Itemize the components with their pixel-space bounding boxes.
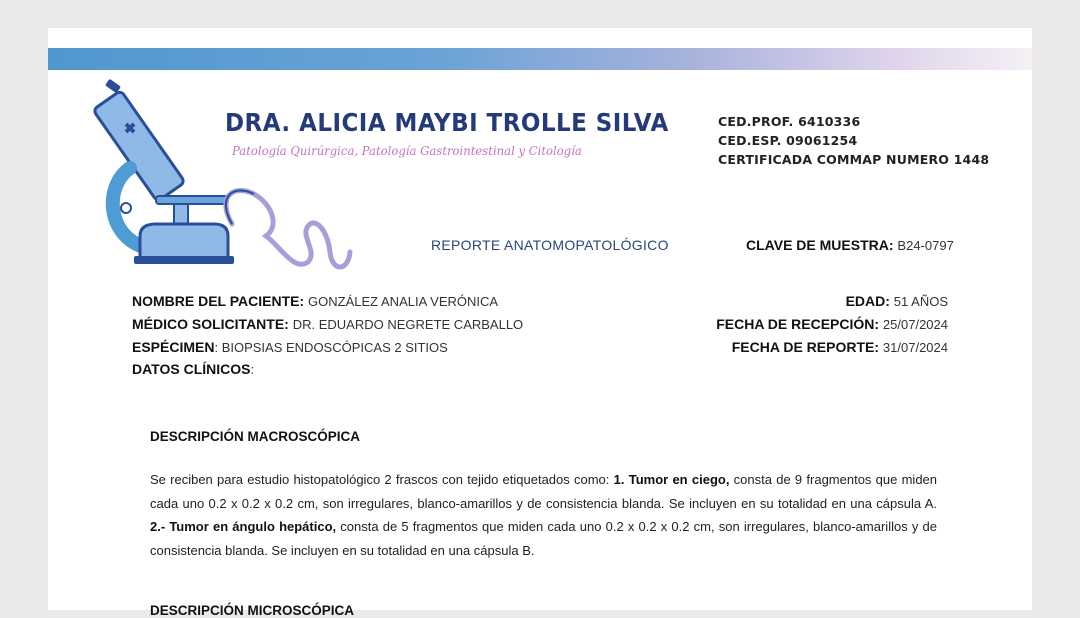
ced-prof [718, 112, 989, 131]
age-label: EDAD: [845, 293, 890, 309]
macro-text-3: consta de 5 fragmentos que miden cada uno 0.2 x 0.2 x 0.2 cm, son irregulares, blanco-amarillos y de consistencia blanda. Se incluyen en su totalidad en una cápsula B. [150, 519, 937, 558]
ced-esp-label: CED.ESP. [718, 133, 782, 148]
requesting-doctor-value: DR. EDUARDO NEGRETE CARBALLO [292, 317, 524, 332]
specimen-label: ESPÉCIMEN [132, 339, 215, 355]
ced-esp [718, 131, 989, 150]
report-page [48, 28, 1032, 618]
ced-prof-value: 6410336 [798, 114, 861, 129]
specimen-value: : BIOPSIAS ENDOSCÓPICAS 2 SITIOS [214, 340, 448, 355]
microscope-logo-icon [104, 76, 334, 276]
sample-key-label: CLAVE DE MUESTRA: [746, 237, 894, 253]
ced-esp-value: 09061254 [786, 133, 858, 148]
macro-text-1: Se reciben para estudio histopatológico 2 frascos con tejido etiquetados como: [150, 472, 614, 487]
ced-prof-label: CED.PROF. [718, 114, 794, 129]
reception-date-label: FECHA DE RECEPCIÓN: [716, 316, 880, 332]
credentials-block [718, 112, 989, 169]
age [846, 293, 948, 309]
clinical-data-label: DATOS CLÍNICOS [132, 361, 251, 377]
report-title: REPORTE ANATOMOPATOLÓGICO [431, 237, 669, 253]
patient-name-value: GONZÁLEZ ANALIA VERÓNICA [308, 294, 499, 309]
header-gradient-bar [48, 48, 1032, 70]
specimen [132, 339, 448, 355]
micro-title: DESCRIPCIÓN MICROSCÓPICA [150, 603, 355, 618]
requesting-doctor-label: MÉDICO SOLICITANTE: [132, 316, 289, 332]
macro-text-2: consta de 9 fragmentos que miden cada uno 0.2 x 0.2 x 0.2 cm, son irregulares, blanco-amarillos y de consistencia blanda. Se incluyen en su totalidad en una cápsula A. [150, 472, 938, 511]
reception-date-value: 25/07/2024 [882, 317, 948, 332]
macro-description [150, 468, 937, 562]
macro-bold-1: 1. Tumor en ciego, [613, 472, 730, 487]
specialties: Patología Quirúrgica, Patología Gastrointestinal y Citología [232, 143, 582, 158]
sample-key-value: B24-0797 [897, 238, 954, 253]
age-value: 51 AÑOS [893, 294, 948, 309]
sample-key [746, 237, 954, 253]
report-date-value: 31/07/2024 [882, 340, 948, 355]
clinical-data [132, 361, 254, 377]
requesting-doctor [132, 316, 523, 332]
doctor-name: DRA. ALICIA MAYBI TROLLE SILVA [225, 108, 669, 137]
patient-name-label: NOMBRE DEL PACIENTE: [132, 293, 305, 309]
reception-date [716, 316, 948, 332]
patient-name [132, 293, 498, 309]
macro-bold-2: 2.- Tumor en ángulo hepático, [150, 519, 337, 534]
macro-title: DESCRIPCIÓN MACROSCÓPICA [150, 429, 361, 444]
report-date [732, 339, 948, 355]
report-date-label: FECHA DE REPORTE: [731, 339, 880, 355]
clinical-data-value: : [250, 362, 255, 377]
certification: CERTIFICADA COMMAP NUMERO 1448 [718, 152, 990, 167]
